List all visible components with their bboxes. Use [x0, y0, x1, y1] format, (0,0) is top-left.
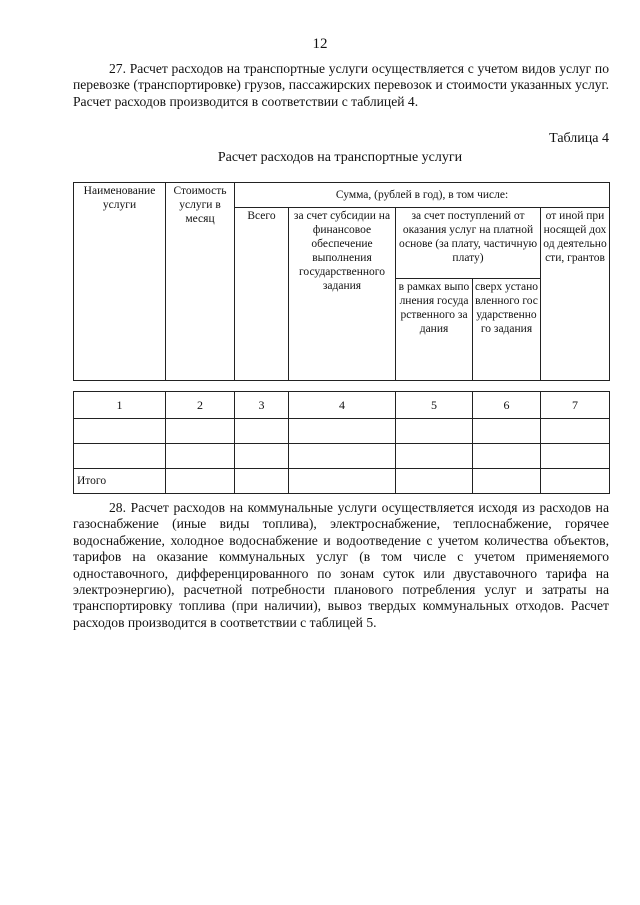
table-cell — [235, 444, 289, 469]
header-service-name: Наименование услуги — [74, 183, 166, 381]
table-cell — [473, 419, 541, 444]
table-cell — [473, 444, 541, 469]
column-number: 3 — [235, 392, 289, 419]
header-total: Всего — [235, 208, 289, 381]
table-cell — [166, 469, 235, 494]
column-number: 7 — [541, 392, 610, 419]
table-cell — [166, 444, 235, 469]
table-cell — [289, 444, 396, 469]
header-within-task: в рамках выполнения государственного задания — [396, 279, 473, 381]
table-cell — [396, 419, 473, 444]
column-number: 5 — [396, 392, 473, 419]
column-number: 2 — [166, 392, 235, 419]
table-number-label: Таблица 4 — [549, 131, 609, 146]
table-cell — [473, 469, 541, 494]
table-cell — [289, 469, 396, 494]
table-cell — [166, 419, 235, 444]
header-annual-sum: Сумма, (рублей в год), в том числе: — [235, 183, 610, 208]
header-monthly-cost: Стоимость услуги в месяц — [166, 183, 235, 381]
table-row — [74, 444, 610, 469]
total-row — [74, 469, 610, 494]
table-row — [74, 419, 610, 444]
table-cell — [74, 419, 166, 444]
table-cell — [289, 419, 396, 444]
total-label: Итого — [74, 469, 166, 494]
table-cell — [541, 444, 610, 469]
column-number: 6 — [473, 392, 541, 419]
header-subsidy: за счет субсидии на финансовое обеспечение выполнения государственного задания — [289, 208, 396, 381]
paragraph-27: 27. Расчет расходов на транспортные услуги осуществляется с учетом видов услуг по перевозке (транспортировке) грузов, пассажирских перевозок и стоимости указанных услуг. Расчет расходов производится в соответствии с таблицей 4. — [73, 61, 609, 109]
table-cell — [396, 444, 473, 469]
table-cell — [541, 419, 610, 444]
header-other-income: от иной приносящей доход деятельности, грантов — [541, 208, 610, 381]
table-cell — [541, 469, 610, 494]
table-header — [73, 182, 610, 381]
table-cell — [74, 444, 166, 469]
table-body — [73, 391, 610, 494]
table-cell — [396, 469, 473, 494]
page-number: 12 — [312, 36, 328, 52]
paragraph-28: 28. Расчет расходов на коммунальные услуги осуществляется исходя из расходов на газоснабжение (иные виды топлива), электроснабжение, теплоснабжение, горячее водоснабжение, холодное водоснабжение и водоотведение с учетом количества объектов, тарифов на оказание коммунальных услуг (в том числе с учетом применяемого одноставочного, дифференцированного по зонам суток или двуставочного тарифа на электроэнергию), расчетной потребности планового потребления услуг и затраты на транспортировку топлива (при наличии), вывоз твердых коммунальных отходов. Расчет расходов производится в соответствии с таблицей 5. — [73, 500, 609, 630]
header-paid-services: за счет поступлений от оказания услуг на платной основе (за плату, частичную плату) — [396, 208, 541, 279]
column-number-row — [74, 392, 610, 419]
table-cell — [235, 469, 289, 494]
header-above-task: сверх установленного государственного задания — [473, 279, 541, 381]
column-number: 4 — [289, 392, 396, 419]
table-cell — [235, 419, 289, 444]
table-title: Расчет расходов на транспортные услуги — [217, 150, 463, 165]
column-number: 1 — [74, 392, 166, 419]
